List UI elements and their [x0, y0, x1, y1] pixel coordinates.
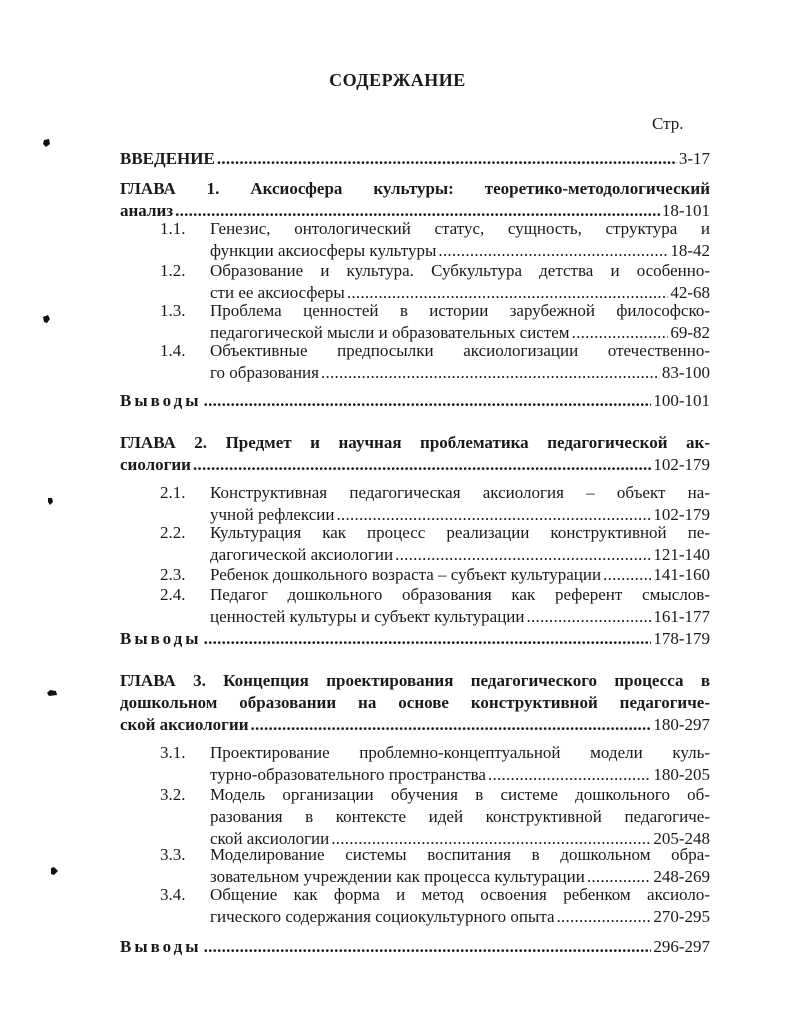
conclusions-pages: 100-101	[653, 391, 710, 410]
section-pages: 18-42	[670, 241, 710, 260]
section-pages: 161-177	[653, 607, 710, 626]
section-title-line-1: Культурация как процесс реализации конструктивной пе-	[210, 523, 710, 542]
dot-leader	[251, 714, 652, 736]
toc-intro-pages: 3-17	[678, 149, 710, 168]
chapter-2-pages: 102-179	[653, 455, 710, 474]
conclusions-label: Выводы	[120, 629, 202, 648]
section-title-line-2: сти ее аксиосферы	[210, 283, 345, 302]
section-number: 2.4.	[160, 585, 186, 604]
section-title-line-2: функции аксиосферы культуры	[210, 241, 437, 260]
section-pages: 141-160	[653, 565, 710, 584]
dot-leader	[204, 936, 652, 958]
dot-leader	[603, 564, 651, 586]
section-title-line-1: Общение как форма и метод освоения ребенком аксиоло-	[210, 885, 710, 904]
toc-chapter-2[interactable]	[120, 432, 710, 476]
section-title-line-1: Моделирование системы воспитания в дошкольном обра-	[210, 845, 710, 864]
conclusions-pages: 178-179	[653, 629, 710, 648]
dot-leader	[395, 544, 651, 566]
section-title-line-3: ской аксиологии	[210, 829, 330, 848]
section-title-line-2: турно-образовательного пространства	[210, 765, 486, 784]
section-number: 1.2.	[160, 261, 186, 280]
chapter-3-title-line-2: дошкольном образовании на основе конструктивной педагогиче-	[120, 693, 710, 712]
toc-chapter-1-conclusions[interactable]	[120, 390, 710, 412]
page-title: СОДЕРЖАНИЕ	[329, 70, 466, 90]
section-title-line-1: Объективные предпосылки аксиологизации отечественно-	[210, 341, 710, 360]
toc-chapter-3[interactable]	[120, 670, 710, 736]
section-pages: 102-179	[653, 505, 710, 524]
conclusions-label: Выводы	[120, 937, 202, 956]
conclusions-pages: 296-297	[653, 937, 710, 956]
dot-leader	[438, 240, 668, 262]
chapter-1-title-line-2: анализ	[120, 201, 174, 220]
section-title-line-2: ценностей культуры и субъект культурации	[210, 607, 525, 626]
dot-leader	[204, 390, 652, 412]
dot-leader	[527, 606, 652, 628]
toc-chapter-2-conclusions[interactable]	[120, 628, 710, 650]
chapter-3-pages: 180-297	[653, 715, 710, 734]
section-number: 2.1.	[160, 483, 186, 502]
section-number: 3.3.	[160, 845, 186, 864]
toc-intro[interactable]	[120, 148, 710, 170]
toc-chapter-1[interactable]	[120, 178, 710, 222]
dot-leader	[557, 906, 652, 928]
section-number: 3.1.	[160, 743, 186, 762]
section-title-line-1: Ребенок дошкольного возраста – субъект культурации	[210, 565, 602, 584]
section-title-line-1: Педагог дошкольного образования как референт смыслов-	[210, 585, 710, 604]
section-pages: 121-140	[653, 545, 710, 564]
toc-intro-label: ВВЕДЕНИЕ	[120, 149, 215, 168]
section-title-line-1: Проблема ценностей в истории зарубежной философско-	[210, 301, 710, 320]
dot-leader	[193, 454, 651, 476]
section-pages: 248-269	[653, 867, 710, 886]
section-pages: 69-82	[670, 323, 710, 342]
dot-leader	[217, 148, 677, 170]
chapter-1-pages: 18-101	[661, 201, 710, 220]
section-title-line-2: дагогической аксиологии	[210, 545, 394, 564]
section-title-line-1: Проектирование проблемно-концептуальной модели куль-	[210, 743, 710, 762]
section-number: 1.1.	[160, 219, 186, 238]
section-pages: 180-205	[653, 765, 710, 784]
chapter-2-title-line-2: сиологии	[120, 455, 191, 474]
section-number: 3.2.	[160, 785, 186, 804]
section-title-line-2: зовательном учреждении как процесса культурации	[210, 867, 585, 886]
section-title-line-1: Конструктивная педагогическая аксиология – объект на-	[210, 483, 710, 502]
section-title-line-2: гического содержания социокультурного опыта	[210, 907, 555, 926]
chapter-3-title-line-3: ской аксиологии	[120, 715, 249, 734]
dot-leader	[488, 764, 651, 786]
section-title-line-2: педагогической мысли и образовательных систем	[210, 323, 570, 342]
section-number: 3.4.	[160, 885, 186, 904]
chapter-3-title-line-1: ГЛАВА 3. Концепция проектирования педагогического процесса в	[120, 671, 710, 690]
section-number: 2.3.	[160, 565, 186, 584]
section-title-line-1: Модель организации обучения в системе дошкольного об-	[210, 785, 710, 804]
chapter-2-title-line-1: ГЛАВА 2. Предмет и научная проблематика педагогической ак-	[120, 433, 710, 452]
dot-leader	[204, 628, 652, 650]
section-title-line-2: разования в контексте идей конструктивной педагогиче-	[210, 807, 710, 826]
section-number: 1.4.	[160, 341, 186, 360]
toc-chapter-3-conclusions[interactable]	[120, 936, 710, 958]
section-title-line-2: го образования	[210, 363, 319, 382]
section-pages: 83-100	[661, 363, 710, 382]
page-column-label: Стр.	[652, 114, 684, 133]
section-title-line-2: учной рефлексии	[210, 505, 335, 524]
section-number: 1.3.	[160, 301, 186, 320]
dot-leader	[321, 362, 660, 384]
section-title-line-1: Генезис, онтологический статус, сущность, структура и	[210, 219, 710, 238]
chapter-1-title-line-1: ГЛАВА 1. Аксиосфера культуры: теоретико-методологический	[120, 179, 710, 198]
section-title-line-1: Образование и культура. Субкультура детства и особенно-	[210, 261, 710, 280]
section-pages: 270-295	[653, 907, 710, 926]
section-number: 2.2.	[160, 523, 186, 542]
section-pages: 42-68	[670, 283, 710, 302]
section-pages: 205-248	[653, 829, 710, 848]
conclusions-label: Выводы	[120, 391, 202, 410]
